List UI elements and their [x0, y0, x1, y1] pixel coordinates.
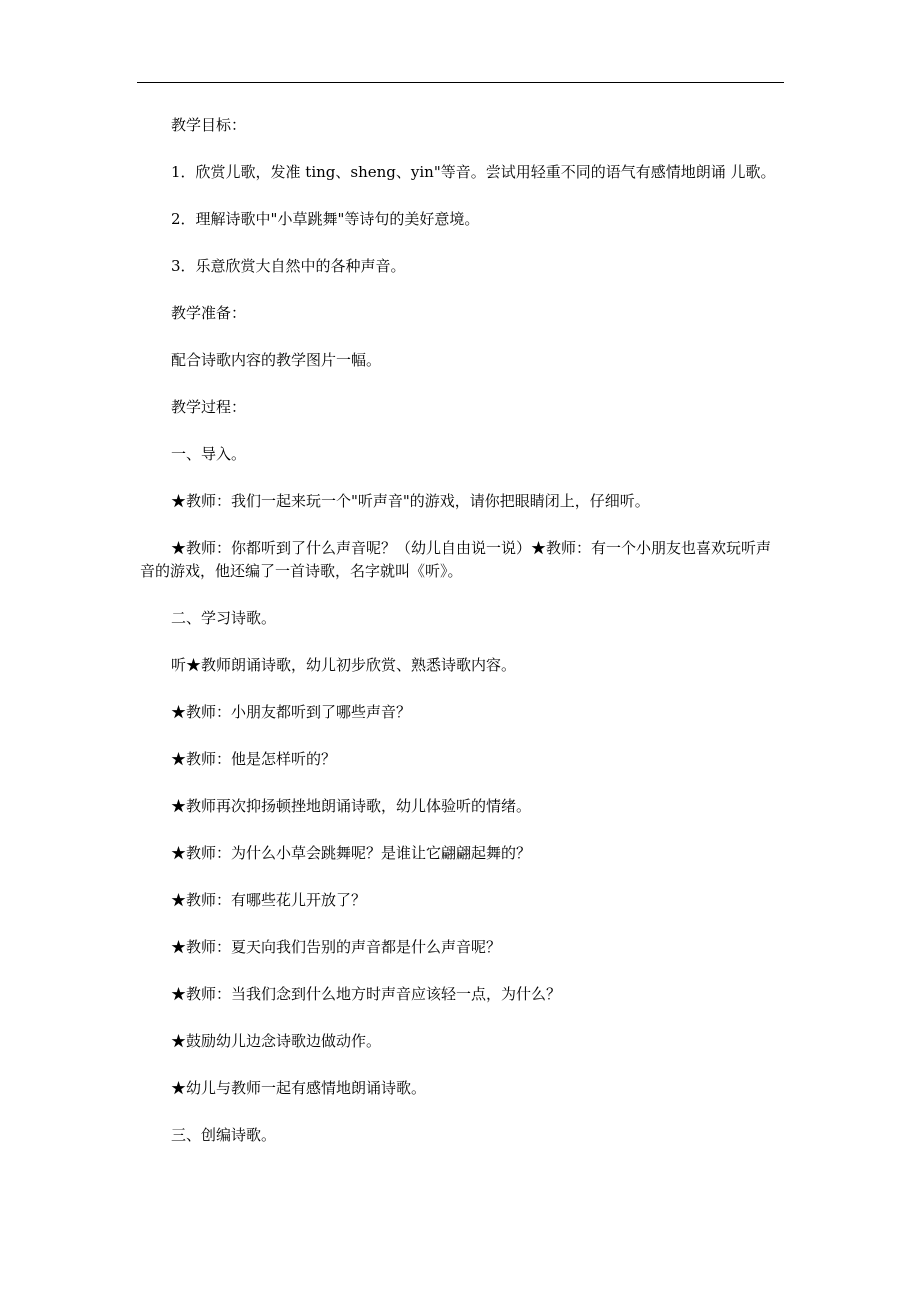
goal-item-1: 1．欣赏儿歌，发准 ting、sheng、yin"等音。尝试用轻重不同的语气有感情地朗诵 儿歌。: [171, 163, 776, 181]
process-step: ★教师：有哪些花儿开放了？: [171, 891, 367, 909]
heading-teaching-preparation: 教学准备：: [171, 304, 247, 322]
process-step: ★教师：他是怎样听的？: [171, 750, 337, 768]
preparation-text: 配合诗歌内容的教学图片一幅。: [171, 351, 382, 369]
process-step: ★教师：为什么小草会跳舞呢？是谁让它翩翩起舞的？: [171, 844, 532, 862]
process-step: ★幼儿与教师一起有感情地朗诵诗歌。: [171, 1079, 427, 1097]
process-step: 听★教师朗诵诗歌，幼儿初步欣赏、熟悉诗歌内容。: [171, 656, 517, 674]
process-step: ★教师：我们一起来玩一个"听声音"的游戏，请你把眼睛闭上，仔细听。: [171, 492, 650, 510]
process-step: ★教师再次抑扬顿挫地朗诵诗歌，幼儿体验听的情绪。: [171, 797, 532, 815]
section-learn-poem: 二、学习诗歌。: [171, 609, 277, 627]
process-step: ★教师：夏天向我们告别的声音都是什么声音呢？: [171, 938, 502, 956]
header-rule: [137, 82, 784, 83]
process-step: ★教师：当我们念到什么地方时声音应该轻一点，为什么？: [171, 985, 562, 1003]
heading-teaching-process: 教学过程：: [171, 398, 247, 416]
section-create-poem: 三、创编诗歌。: [171, 1126, 277, 1144]
heading-teaching-goals: 教学目标：: [171, 116, 247, 134]
process-step: ★鼓励幼儿边念诗歌边做动作。: [171, 1032, 382, 1050]
document-body: [140, 114, 785, 1171]
process-step: ★教师：小朋友都听到了哪些声音？: [171, 703, 412, 721]
goal-item-2: 2．理解诗歌中"小草跳舞"等诗句的美好意境。: [171, 210, 480, 228]
section-introduction: 一、导入。: [171, 445, 247, 463]
goal-item-3: 3．乐意欣赏大自然中的各种声音。: [171, 257, 406, 275]
process-step-multiline: ★教师：你都听到了什么声音呢？（幼儿自由说一说）★教师：有一个小朋友也喜欢玩听声音的游戏，他还编了一首诗歌，名字就叫《听》。: [140, 539, 772, 580]
